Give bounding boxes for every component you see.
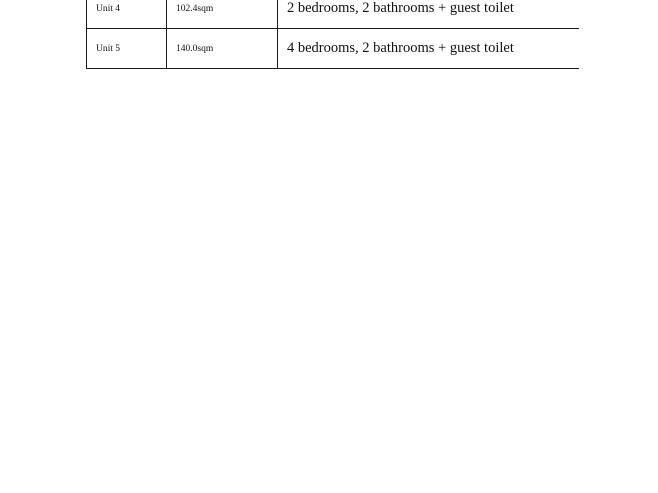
units-table <box>86 0 579 69</box>
unit-name-cell: Unit 4 <box>87 0 167 29</box>
unit-size-cell: 140.0sqm <box>167 29 278 69</box>
table-row <box>87 29 580 69</box>
table-row <box>87 0 580 29</box>
unit-size-cell: 102.4sqm <box>167 0 278 29</box>
unit-description-cell: 4 bedrooms, 2 bathrooms + guest toilet <box>278 29 580 69</box>
unit-name-cell: Unit 5 <box>87 29 167 69</box>
unit-description-cell: 2 bedrooms, 2 bathrooms + guest toilet <box>278 0 580 29</box>
